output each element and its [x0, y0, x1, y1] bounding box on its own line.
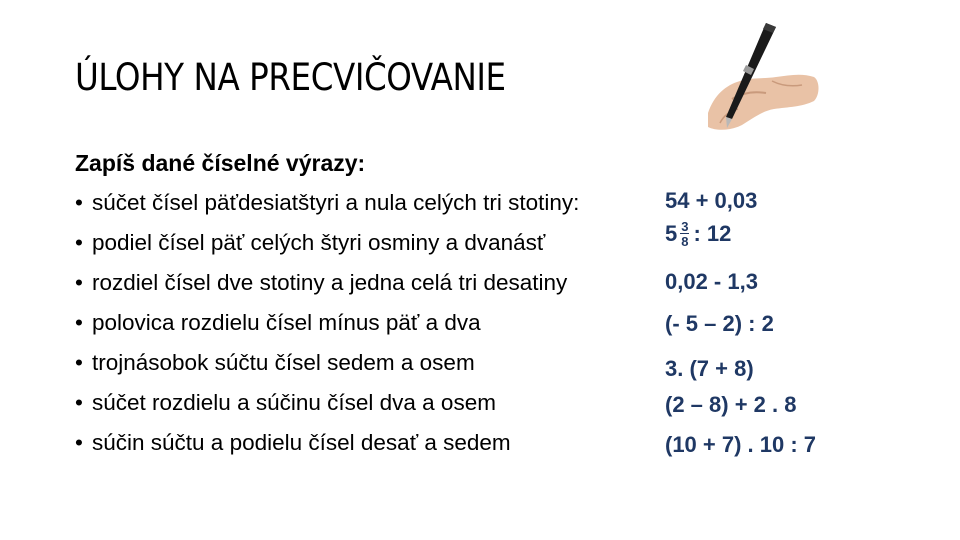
intro-heading: Zapíš dané číselné výrazy:: [75, 150, 366, 176]
task-item: [75, 308, 579, 348]
task-text: rozdiel čísel dve stotiny a jedna celá tri desatiny: [92, 270, 568, 295]
answer-3: 0,02 - 1,3: [665, 269, 758, 294]
answer-2-whole: 5: [665, 221, 678, 246]
bullet: •: [75, 430, 83, 455]
task-text: súčin súčtu a podielu čísel desať a sedem: [92, 430, 511, 455]
task-text: súčet rozdielu a súčinu čísel dva a osem: [92, 390, 496, 415]
task-item: [75, 268, 579, 308]
slide-title: ÚLOHY NA PRECVIČOVANIE: [75, 56, 506, 99]
task-item: [75, 348, 579, 388]
task-item: [75, 228, 579, 268]
bullet: •: [75, 190, 83, 215]
bullet: •: [75, 350, 83, 375]
task-item: [75, 428, 579, 468]
answer-4: (- 5 – 2) : 2: [665, 311, 774, 336]
answer-1: 54 + 0,03: [665, 188, 758, 213]
task-list: [75, 188, 579, 468]
answer-2-fraction: [680, 220, 689, 248]
answer-2: [665, 220, 731, 248]
answer-2-rest: : 12: [693, 221, 732, 246]
fraction-numerator: 3: [681, 219, 689, 234]
task-item: [75, 188, 579, 228]
task-item: [75, 388, 579, 428]
bullet: •: [75, 270, 83, 295]
task-text: súčet čísel päťdesiatštyri a nula celých tri stotiny:: [92, 190, 580, 215]
hand-writing-with-pen-image: [702, 15, 822, 133]
answer-6: (2 – 8) + 2 . 8: [665, 392, 797, 417]
bullet: •: [75, 310, 83, 335]
task-text: trojnásobok súčtu čísel sedem a osem: [92, 350, 475, 375]
answer-5: 3. (7 + 8): [665, 356, 754, 381]
bullet: •: [75, 230, 83, 255]
answer-7: (10 + 7) . 10 : 7: [665, 432, 817, 457]
bullet: •: [75, 390, 83, 415]
fraction-denominator: 8: [681, 234, 689, 249]
task-text: polovica rozdielu čísel mínus päť a dva: [92, 310, 481, 335]
task-text: podiel čísel päť celých štyri osminy a dvanásť: [92, 230, 546, 255]
